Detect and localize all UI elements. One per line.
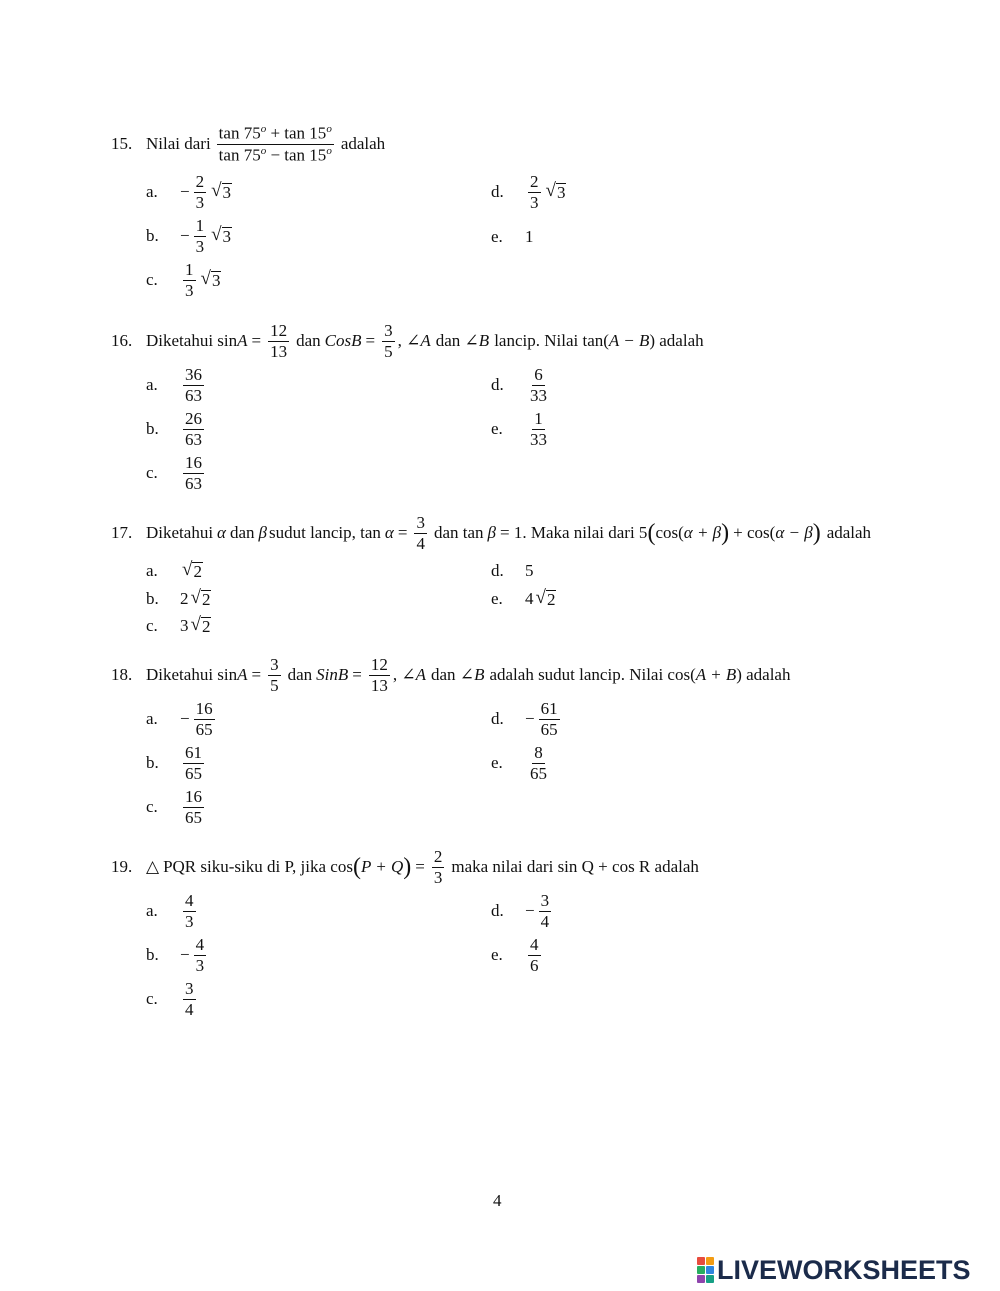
option-c[interactable]: c. $\frac{1}{3}$ √ 3 [146, 259, 221, 300]
sqrt-symbol: √ 3 [200, 268, 221, 291]
option-b[interactable]: b. − $\frac{4}{3}$ [146, 934, 205, 975]
option-d[interactable]: d. − $\frac{3}{4}$ [491, 890, 550, 931]
option-e[interactable]: e. 4 √ 2 [491, 587, 556, 610]
page-number: 4 [493, 1191, 502, 1210]
option-d[interactable]: d. $\frac{6}{33}$ [491, 364, 547, 405]
logo-blocks-icon [697, 1257, 714, 1283]
option-a[interactable]: a. $\frac{4}{3}$ [146, 890, 194, 931]
option-d[interactable]: d. $\frac{2}{3}$ √ 3 [491, 171, 566, 212]
sqrt-symbol: √ 2 [190, 587, 211, 610]
option-c[interactable]: c. $\frac{16}{65}$ [146, 786, 202, 827]
liveworksheets-logo[interactable] [697, 1256, 971, 1284]
triangle-icon: △ [146, 857, 160, 876]
option-a[interactable]: a. − $\frac{16}{65}$ [146, 698, 213, 739]
option-e[interactable]: e. $\frac{1}{33}$ [491, 408, 547, 449]
sqrt-symbol: √ 3 [545, 180, 566, 203]
question-text-end: adalah [340, 134, 386, 153]
sqrt-symbol: √ 3 [211, 224, 232, 247]
option-c[interactable]: c. 3 √ 2 [146, 614, 211, 637]
option-a[interactable]: a. − $\frac{2}{3}$ √ 3 [146, 171, 232, 212]
option-e[interactable]: e. $\frac{8}{65}$ [491, 742, 547, 783]
question-number: 16. [111, 331, 133, 350]
sqrt-symbol: √ 2 [535, 587, 556, 610]
sqrt-symbol: √ 3 [211, 180, 232, 203]
question-number: 15. [111, 134, 133, 153]
option-e[interactable]: e. 1 [491, 227, 534, 246]
option-c[interactable]: c. $\frac{3}{4}$ [146, 978, 194, 1019]
option-b[interactable]: b. 2 √ 2 [146, 587, 211, 610]
fraction-expression: $\frac{\tan 75^o + \tan 15^o}{\tan 75^o - \tan 15^o}$ [218, 123, 332, 165]
logo-text: LIVEWORKSHEETS [717, 1254, 971, 1285]
question-number: 18. [111, 665, 133, 684]
option-c[interactable]: c. $\frac{16}{63}$ [146, 452, 202, 493]
option-b[interactable]: b. − $\frac{1}{3}$ √ 3 [146, 215, 232, 256]
question-text: Nilai dari [146, 134, 211, 153]
option-d[interactable]: d. − $\frac{61}{65}$ [491, 698, 558, 739]
option-b[interactable]: b. $\frac{61}{65}$ [146, 742, 202, 783]
sqrt-symbol: √ 2 [190, 614, 211, 637]
option-b[interactable]: b. $\frac{26}{63}$ [146, 408, 202, 449]
option-a[interactable]: a. √ 2 [146, 559, 202, 582]
option-a[interactable]: a. $\frac{36}{63}$ [146, 364, 202, 405]
option-e[interactable]: e. $\frac{4}{6}$ [491, 934, 539, 975]
sqrt-symbol: √ 2 [182, 559, 202, 582]
option-d[interactable]: d. 5 [491, 561, 534, 580]
question-number: 19. [111, 857, 133, 876]
question-number: 17. [111, 523, 133, 542]
